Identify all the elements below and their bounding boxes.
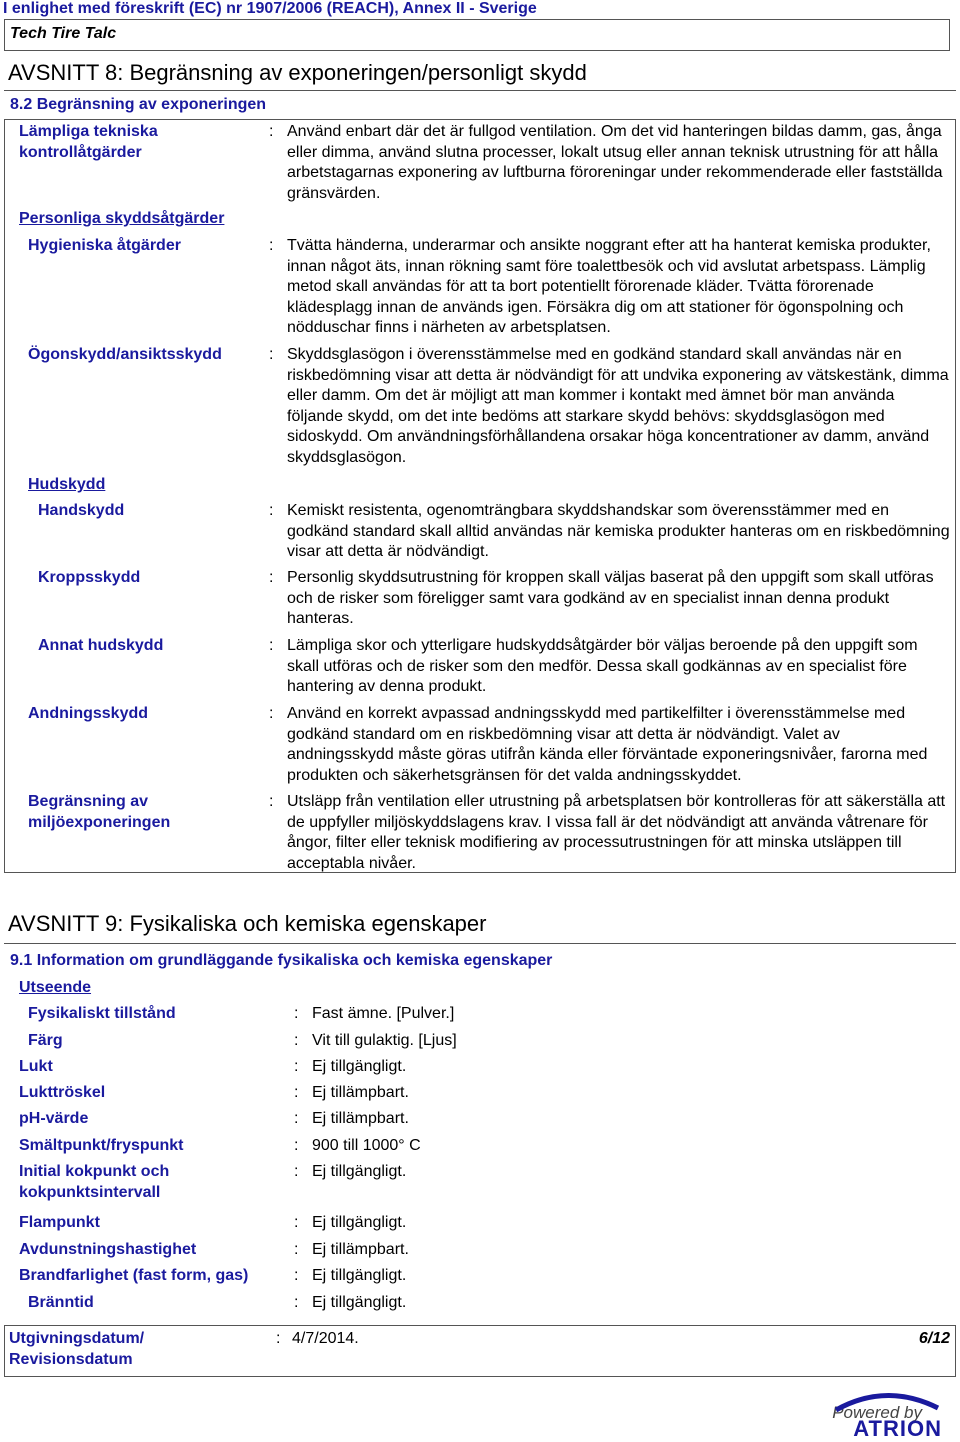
label-appearance: Utseende <box>19 979 92 996</box>
text-engineering-controls: Använd enbart där det är fullgod ventilation. Om det vid hanteringen bildas damm, gas, ånga eller dimma, använd slutna processer, lokalt utsug eller annan teknisk utrustning för att hålla arbetstagarnas exponering av luftburna föroreningar under rekommenderade eller fastställda gränsvärden. <box>287 123 943 202</box>
label-hand-protection: Handskydd <box>38 502 125 519</box>
colon: : <box>269 123 274 140</box>
label-color: Färg <box>28 1032 63 1049</box>
colon: : <box>269 346 274 363</box>
label-skin-protection: Hudskydd <box>28 476 106 493</box>
label-body-protection: Kroppsskydd <box>38 569 141 586</box>
product-name: Tech Tire Talc <box>10 25 117 42</box>
label-boiling-point: Initial kokpunkt och kokpunktsintervall <box>19 1163 170 1201</box>
footer-date-value: 4/7/2014. <box>292 1330 359 1347</box>
section8-title: AVSNITT 8: Begränsning av exponeringen/personligt skydd <box>8 60 587 85</box>
label-evaporation-rate: Avdunstningshastighet <box>19 1241 197 1258</box>
colon: : <box>294 1084 299 1101</box>
label-flammability: Brandfarlighet (fast form, gas) <box>19 1267 249 1284</box>
atrion-swoosh-icon <box>826 1388 946 1412</box>
colon: : <box>294 1110 299 1127</box>
section8-rule <box>4 90 956 91</box>
document-header: I enlighet med föreskrift (EC) nr 1907/2006 (REACH), Annex II - Sverige <box>3 0 537 17</box>
colon: : <box>269 793 274 810</box>
label-hygiene: Hygieniska åtgärder <box>28 237 181 254</box>
section9-rule <box>4 943 956 944</box>
text-environmental-exposure: Utsläpp från ventilation eller utrustning på arbetsplatsen bör kontrolleras för att säkerställa att de uppfyller miljöskyddslagens krav. I vissa fall är det nödvändigt att använda våtrenare för ångor, filter eller teknisk modifiering av processutrustningen för att minska utsläppen till acceptabla nivåer. <box>287 793 946 872</box>
colon: : <box>269 569 274 586</box>
colon: : <box>294 1032 299 1049</box>
label-eye-protection: Ögonskydd/ansiktsskydd <box>28 346 222 363</box>
colon: : <box>269 502 274 519</box>
section9-title: AVSNITT 9: Fysikaliska och kemiska egenskaper <box>8 911 487 936</box>
label-physical-state: Fysikaliskt tillstånd <box>28 1005 176 1022</box>
value-color: Vit till gulaktig. [Ljus] <box>312 1032 457 1049</box>
colon: : <box>269 705 274 722</box>
value-odor: Ej tillgängligt. <box>312 1058 407 1075</box>
colon: : <box>269 237 274 254</box>
value-burning-time: Ej tillgängligt. <box>312 1294 407 1311</box>
label-burning-time: Bränntid <box>28 1294 94 1311</box>
value-physical-state: Fast ämne. [Pulver.] <box>312 1005 455 1022</box>
text-other-skin-protection: Lämpliga skor och ytterligare hudskyddsåtgärder bör väljas beroende på den uppgift som skall utföras och de risker som den medför. Dessa skall godkännas av en specialist före hantering av denna produkt. <box>287 637 918 695</box>
label-respiratory-protection: Andningsskydd <box>28 705 149 722</box>
value-boiling-point: Ej tillgängligt. <box>312 1163 407 1180</box>
value-ph: Ej tillämpbart. <box>312 1110 409 1127</box>
product-box <box>4 19 950 51</box>
footer-date-label: Utgivningsdatum/ Revisionsdatum <box>9 1330 145 1368</box>
section9-subtitle: 9.1 Information om grundläggande fysikaliska och kemiska egenskaper <box>10 952 553 969</box>
label-flash-point: Flampunkt <box>19 1214 100 1231</box>
text-hand-protection: Kemiskt resistenta, ogenomträngbara skyddshandskar som överensstämmer med en godkänd standard skall alltid användas när kemiska produkter hanteras om en riskbedömning visar att detta är nödvändigt. <box>287 502 950 560</box>
label-ph: pH-värde <box>19 1110 89 1127</box>
colon: : <box>294 1267 299 1284</box>
colon: : <box>276 1330 281 1347</box>
value-odor-threshold: Ej tillämpbart. <box>312 1084 409 1101</box>
colon: : <box>294 1294 299 1311</box>
text-eye-protection: Skyddsglasögon i överensstämmelse med en godkänd standard skall användas när en riskbedömning visar att detta är nödvändigt för att undvika exponering av vätskestänk, dimma eller damm. Om det är möjligt att man kommer i kontakt med ämnet bör man använda följande skydd, om det inte bedöms att starkare skydd behövs: skyddsglasögon med sidoskydd. Om användningsförhållandena orsakar höga koncentrationer av damm, använd skyddsglasögon. <box>287 346 949 466</box>
label-engineering-controls: Lämpliga tekniska kontrollåtgärder <box>19 123 158 161</box>
label-odor-threshold: Lukttröskel <box>19 1084 106 1101</box>
powered-by-text: Powered by <box>832 1403 922 1422</box>
page-number: 6/12 <box>918 1330 950 1347</box>
value-flammability: Ej tillgängligt. <box>312 1267 407 1284</box>
label-environmental-exposure: Begränsning av miljöexponeringen <box>28 793 171 831</box>
colon: : <box>294 1058 299 1075</box>
text-hygiene: Tvätta händerna, underarmar och ansikte noggrant efter att ha hanterat kemiska produkter, innan något äts, innan rökning samt före toalettbesök och vid avslutat arbetspass. Lämplig metod skall användas för att ta bort potentiellt förorenade kläder. Tvätta förorenade klädesplagg innan de används igen. Försäkra dig om att stationer för ögonspolning och nödduschar finns i närheten av arbetsplatsen. <box>287 237 931 336</box>
label-personal-protection: Personliga skyddsåtgärder <box>19 210 225 227</box>
value-evaporation-rate: Ej tillämpbart. <box>312 1241 409 1258</box>
colon: : <box>294 1163 299 1180</box>
label-other-skin-protection: Annat hudskydd <box>38 637 164 654</box>
value-flash-point: Ej tillgängligt. <box>312 1214 407 1231</box>
text-respiratory-protection: Använd en korrekt avpassad andningsskydd med partikelfilter i överensstämmelse med godkänd standard om en riskbedömning visar att detta är nödvändigt. Valet av andningsskydd måste göras utifrån kända eller förväntade exponeringsnivåer, farorna med produkten och säkerhetsgränsen för det valda andningsskyddet. <box>287 705 928 784</box>
colon: : <box>294 1005 299 1022</box>
section8-subtitle: 8.2 Begränsning av exponeringen <box>10 96 267 113</box>
value-melting-point: 900 till 1000° C <box>312 1137 421 1154</box>
colon: : <box>294 1214 299 1231</box>
colon: : <box>294 1137 299 1154</box>
atrion-logo: ATRION <box>853 1416 942 1441</box>
text-body-protection: Personlig skyddsutrustning för kroppen skall väljas baserat på den uppgift som skall utföras och de risker som föreligger samt vara godkänd av en specialist innan denna produkt hanteras. <box>287 569 934 627</box>
colon: : <box>269 637 274 654</box>
label-melting-point: Smältpunkt/fryspunkt <box>19 1137 184 1154</box>
colon: : <box>294 1241 299 1258</box>
label-odor: Lukt <box>19 1058 53 1075</box>
